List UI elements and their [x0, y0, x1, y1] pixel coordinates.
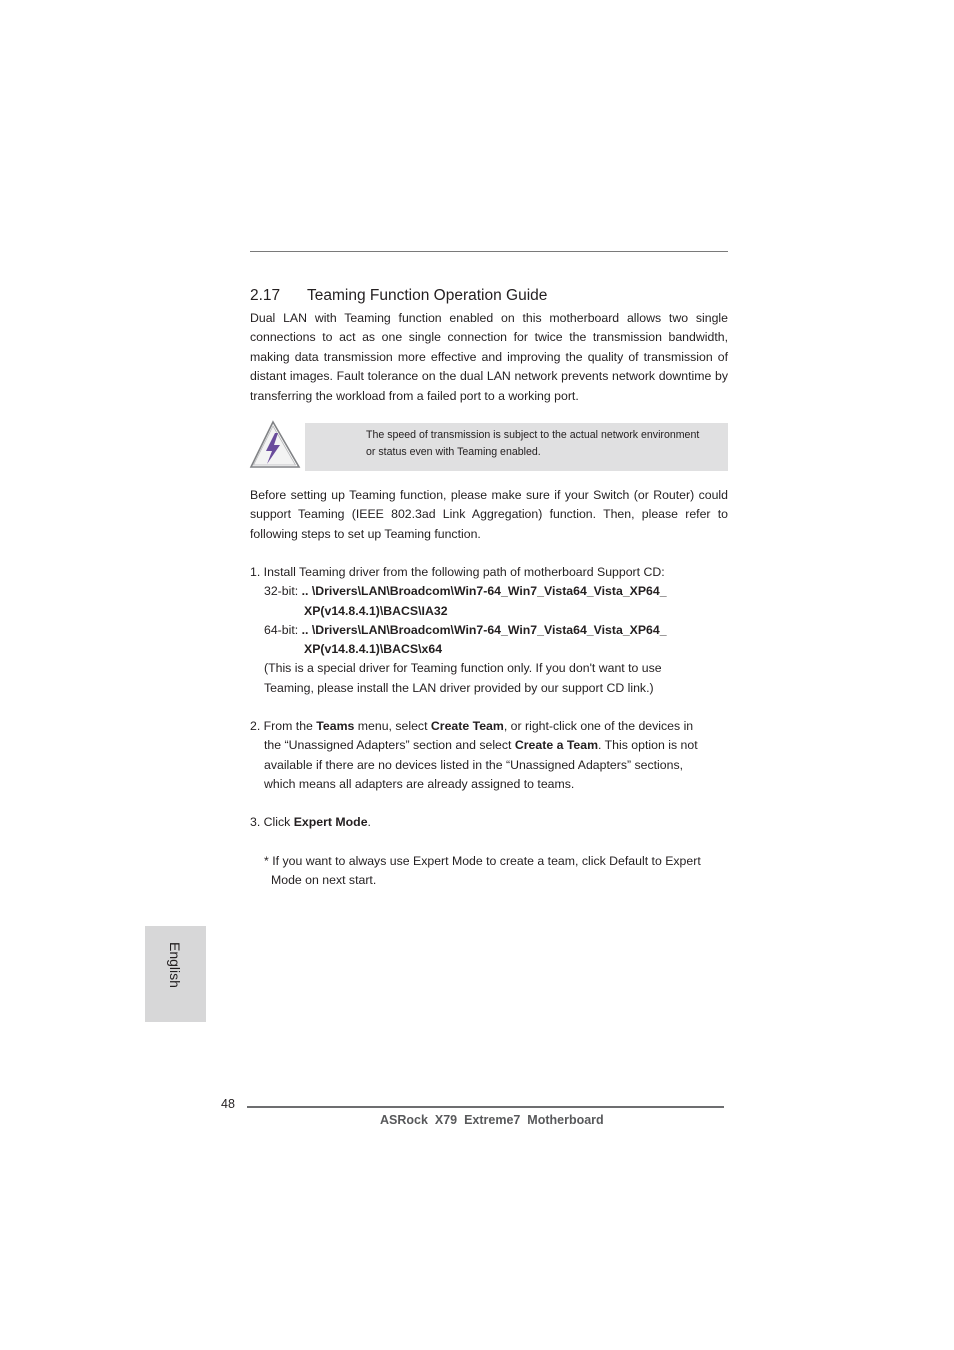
step-2-text: the “Unassigned Adapters” section and select: [264, 738, 515, 752]
step-2-text: , or right-click one of the devices in: [503, 719, 694, 733]
note-text: [366, 427, 724, 461]
intro-paragraph: Dual LAN with Teaming function enabled on this motherboard allows two single connections to act as one single connection for twice the transmission bandwidth, making data transmission more effective and improving the quality of transmission of distant images. Fault tolerance on the dual LAN network prevents network downtime by transferring the workload from a failed port to a working port.: [250, 311, 728, 403]
path-64-line-2: XP(v14.8.4.1)\BACS\x64: [304, 642, 443, 656]
note-line-1: The speed of transmission is subject to the actual network environment: [366, 429, 700, 441]
path-32-label: 32-bit:: [264, 584, 302, 598]
path-64-label: 64-bit:: [264, 623, 302, 637]
footnote-line-1: * If you want to always use Expert Mode to create a team, click Default to Expert: [264, 854, 701, 868]
page-number: 48: [221, 1097, 235, 1111]
path-32-line-1: .. \Drivers\LAN\Broadcom\Win7-64_Win7_Vista64_Vista_XP64_: [301, 584, 667, 598]
teams-menu-label: Teams: [316, 719, 355, 733]
step-1-note-2: Teaming, please install the LAN driver provided by our support CD link.): [264, 681, 654, 695]
create-team-label: Create Team: [430, 719, 504, 733]
step-3-text: 3. Click: [250, 815, 294, 829]
language-side-tab: [145, 926, 206, 1022]
language-label: English: [167, 942, 183, 988]
section-heading: [250, 286, 547, 306]
step-2-text: menu, select: [354, 719, 431, 733]
note-box: [305, 423, 728, 471]
path-32-line-2: XP(v14.8.4.1)\BACS\IA32: [304, 604, 448, 618]
before-paragraph: Before setting up Teaming function, please make sure if your Switch (or Router) could support Teaming (IEEE 802.3ad Link Aggregation) function. Then, please refer to following steps to set up Teaming function.: [250, 488, 728, 541]
step-3-text: .: [367, 815, 371, 829]
step-1-path-64-cont: [304, 640, 442, 659]
section-title: Teaming Function Operation Guide: [307, 287, 548, 304]
step-1-path-32-cont: [304, 602, 448, 621]
expert-mode-label: Expert Mode: [293, 815, 368, 829]
step-1-text: 1. Install Teaming driver from the following path of motherboard Support CD:: [250, 565, 665, 579]
note-line-2: or status even with Teaming enabled.: [366, 446, 541, 458]
footer-divider: [247, 1106, 724, 1108]
step-2-text: 2. From the: [250, 719, 317, 733]
top-divider: [250, 251, 728, 252]
step-3-line: [250, 813, 371, 832]
step-2-text: . This option is not: [598, 738, 698, 752]
path-64-line-1: .. \Drivers\LAN\Broadcom\Win7-64_Win7_Vista64_Vista_XP64_: [301, 623, 667, 637]
step-1-path-64: [264, 621, 667, 640]
footnote-line-2: Mode on next start.: [271, 873, 377, 887]
warning-lightning-icon: [249, 420, 301, 470]
section-number: 2.17: [250, 287, 281, 304]
step-2-line-3: available if there are no devices listed in the “Unassigned Adapters” sections,: [264, 758, 684, 772]
step-2-line-4: which means all adapters are already assigned to teams.: [264, 777, 575, 791]
footer-title: ASRock X79 Extreme7 Motherboard: [380, 1113, 604, 1127]
step-1-path-32: [264, 582, 667, 601]
step-2-line-2: [264, 736, 698, 755]
step-2-line-1: [250, 717, 693, 736]
create-a-team-label: Create a Team: [514, 738, 599, 752]
step-1-note-1: (This is a special driver for Teaming function only. If you don't want to use: [264, 661, 662, 675]
